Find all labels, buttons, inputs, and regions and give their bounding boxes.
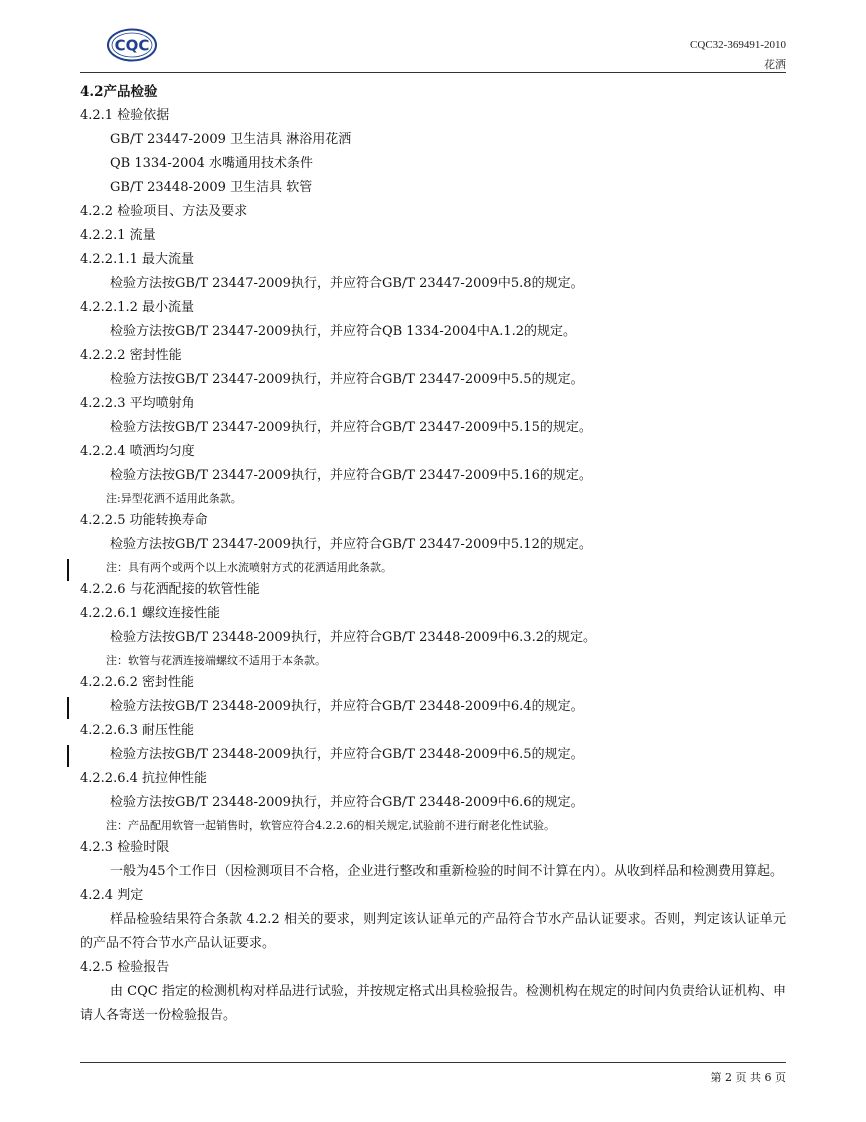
clause-heading: 4.2.2.6.4 抗拉伸性能 xyxy=(80,771,208,786)
note-line: 注:异型花洒不适用此条款。 xyxy=(106,492,242,505)
requirement-line: 检验方法按GB/T 23447-2009执行，并应符合GB/T 23447-2009中5.16的规定。 xyxy=(110,468,592,483)
clause-heading: 4.2.1 检验依据 xyxy=(80,108,170,123)
clause-heading: 4.2.2.6 与花洒配接的软管性能 xyxy=(80,582,260,597)
requirement-line: GB/T 23447-2009 卫生洁具 淋浴用花洒 xyxy=(110,132,352,147)
document-body xyxy=(80,80,786,1028)
requirement-line: 检验方法按GB/T 23447-2009执行，并应符合GB/T 23447-2009中5.15的规定。 xyxy=(110,420,592,435)
clause-heading: 4.2.2 检验项目、方法及要求 xyxy=(80,204,248,219)
clause-heading: 4.2.2.6.3 耐压性能 xyxy=(80,723,195,738)
clause-heading: 4.2.2.6.2 密封性能 xyxy=(80,675,195,690)
clause-heading: 4.2.2.1.1 最大流量 xyxy=(80,252,195,267)
clause-heading: 4.2.2.4 喷洒均匀度 xyxy=(80,444,195,459)
requirement-line: 检验方法按GB/T 23447-2009执行，并应符合GB/T 23447-2009中5.12的规定。 xyxy=(110,537,592,552)
clause-heading: 4.2.2.2 密封性能 xyxy=(80,348,182,363)
requirement-line: 检验方法按GB/T 23447-2009执行，并应符合GB/T 23447-2009中5.8的规定。 xyxy=(110,276,584,291)
requirement-line: 检验方法按GB/T 23447-2009执行，并应符合QB 1334-2004中A.1.2的规定。 xyxy=(110,324,577,339)
clause-heading: 4.2.2.1 流量 xyxy=(80,228,156,243)
note-line: 注：软管与花洒连接端螺纹不适用于本条款。 xyxy=(106,654,326,667)
requirement-line: 检验方法按GB/T 23448-2009执行，并应符合GB/T 23448-2009中6.5的规定。 xyxy=(110,747,584,762)
cqc-logo xyxy=(106,28,158,62)
revision-bar xyxy=(67,559,69,581)
page-header xyxy=(80,26,786,73)
note-line: 注：产品配用软管一起销售时，软管应符合4.2.2.6的相关规定,试验前不进行耐老化性试验。 xyxy=(106,819,555,832)
clause-heading: 4.2.2.5 功能转换寿命 xyxy=(80,513,208,528)
paragraph-report: 由 CQC 指定的检测机构对样品进行试验，并按规定格式出具检验报告。检测机构在规定的时间内负责给认证机构、申请人各寄送一份检验报告。 xyxy=(80,984,786,1023)
document-subtitle: 花洒 xyxy=(764,58,786,71)
svg-text:CQC: CQC xyxy=(114,36,150,55)
paragraph-judgement: 样品检验结果符合条款 4.2.2 相关的要求，则判定该认证单元的产品符合节水产品认证要求。否则，判定该认证单元的产品不符合节水产品认证要求。 xyxy=(80,912,786,951)
document-code: CQC32-369491-2010 xyxy=(690,39,786,51)
revision-bar xyxy=(67,697,69,719)
section-heading-judgement: 4.2.4 判定 xyxy=(80,888,144,903)
clause-heading: 4.2.2.6.1 螺纹连接性能 xyxy=(80,606,221,621)
note-line: 注：具有两个或两个以上水流喷射方式的花洒适用此条款。 xyxy=(106,561,392,574)
clause-heading: 4.2产品检验 xyxy=(80,84,158,100)
requirement-line: 检验方法按GB/T 23448-2009执行，并应符合GB/T 23448-2009中6.4的规定。 xyxy=(110,699,584,714)
requirement-line: QB 1334-2004 水嘴通用技术条件 xyxy=(110,156,314,171)
clause-heading: 4.2.2.3 平均喷射角 xyxy=(80,396,195,411)
requirement-line: GB/T 23448-2009 卫生洁具 软管 xyxy=(110,180,313,195)
clause-heading: 4.2.3 检验时限 xyxy=(80,840,170,855)
requirement-line: 检验方法按GB/T 23447-2009执行，并应符合GB/T 23447-2009中5.5的规定。 xyxy=(110,372,584,387)
section-heading-report: 4.2.5 检验报告 xyxy=(80,960,170,975)
revision-bar xyxy=(67,745,69,767)
clause-heading: 4.2.2.1.2 最小流量 xyxy=(80,300,195,315)
requirement-line: 检验方法按GB/T 23448-2009执行，并应符合GB/T 23448-2009中6.6的规定。 xyxy=(110,795,584,810)
page-footer xyxy=(80,1062,786,1084)
page-number: 第 2 页 共 6 页 xyxy=(710,1071,786,1084)
paragraph-inspection-time: 一般为45个工作日（因检测项目不合格，企业进行整改和重新检验的时间不计算在内）。从收到样品和检测费用算起。 xyxy=(110,864,784,879)
clause-list xyxy=(80,80,786,860)
requirement-line: 检验方法按GB/T 23448-2009执行，并应符合GB/T 23448-2009中6.3.2的规定。 xyxy=(110,630,596,645)
